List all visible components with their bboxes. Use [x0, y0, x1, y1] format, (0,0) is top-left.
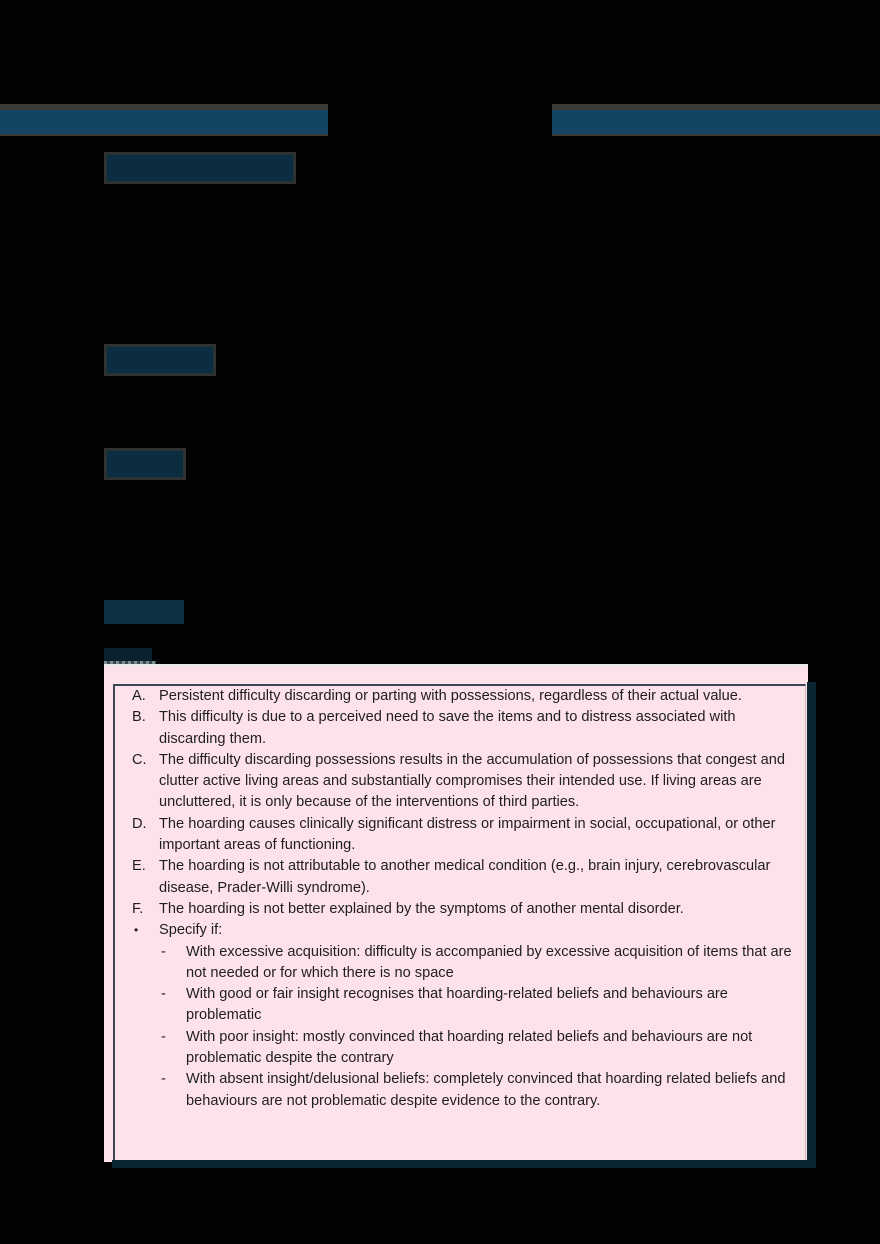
criterion-marker: C.: [132, 751, 147, 768]
criterion-f: [132, 899, 792, 920]
criterion-b: [132, 707, 792, 750]
criterion-marker: E.: [132, 858, 146, 875]
redacted-heading-title: [104, 152, 296, 184]
panel-shadow-bottom: [112, 1160, 816, 1168]
redacted-subheading: [104, 648, 152, 662]
bullet-icon: •: [134, 923, 139, 938]
criterion-marker: D.: [132, 815, 147, 832]
criterion-c: [132, 750, 792, 814]
specifier-option: [159, 942, 792, 985]
criterion-text: The hoarding causes clinically significant distress or impairment in social, occupational, or other important areas of functioning.: [159, 815, 776, 854]
criterion-marker: F.: [132, 900, 144, 917]
criterion-text: The difficulty discarding possessions results in the accumulation of possessions that congest and clutter active living areas and substantially compromises their intended use. If living areas are uncluttered, it is only because of the interventions of third parties.: [159, 751, 785, 811]
criterion-e: [132, 856, 792, 899]
criterion-text: The hoarding is not attributable to another medical condition (e.g., brain injury, cerebrovascular disease, Prader-Willi syndrome).: [159, 858, 771, 896]
criterion-text: Persistent difficulty discarding or parting with possessions, regardless of their actual value.: [159, 688, 742, 704]
panel-shadow-right: [807, 682, 816, 1168]
criterion-marker: A.: [132, 688, 146, 704]
criterion-marker: B.: [132, 709, 146, 726]
specifier-group: [132, 920, 792, 1112]
redacted-heading-section-4: [104, 600, 184, 624]
specifier-option: [159, 1069, 792, 1112]
specifier-option-text: With excessive acquisition: difficulty is accompanied by excessive acquisition of items that are not needed or for which there is no space: [186, 943, 792, 981]
criterion-text: The hoarding is not better explained by the symptoms of another mental disorder.: [159, 900, 684, 917]
header-bar-left: [0, 104, 328, 136]
specifier-option: [159, 984, 792, 1027]
criterion-text: This difficulty is due to a perceived need to save the items and to distress associated with discarding them.: [159, 709, 736, 747]
specifier-options: [159, 942, 792, 1112]
criterion-d: [132, 814, 792, 857]
header-bar-right: [552, 104, 880, 136]
dash-icon: -: [161, 1071, 166, 1088]
specifier-option-text: With good or fair insight recognises that hoarding-related beliefs and behaviours are problematic: [186, 986, 728, 1024]
specifier-option: [159, 1027, 792, 1070]
redacted-heading-section-3: [104, 448, 186, 480]
dash-icon: -: [161, 1028, 166, 1045]
dash-icon: -: [161, 943, 166, 960]
specifier-label: Specify if:: [159, 922, 223, 939]
specifier-option-text: With poor insight: mostly convinced that hoarding related beliefs and behaviours are not problematic despite the contrary: [186, 1028, 753, 1067]
specifier-option-text: With absent insight/delusional beliefs: completely convinced that hoarding related beliefs and behaviours are not problematic despite evidence to the contrary.: [186, 1071, 786, 1109]
diagnostic-criteria-list: [132, 686, 792, 1112]
redacted-heading-section-2: [104, 344, 216, 376]
criterion-a: [132, 686, 792, 707]
dash-icon: -: [161, 986, 166, 1003]
